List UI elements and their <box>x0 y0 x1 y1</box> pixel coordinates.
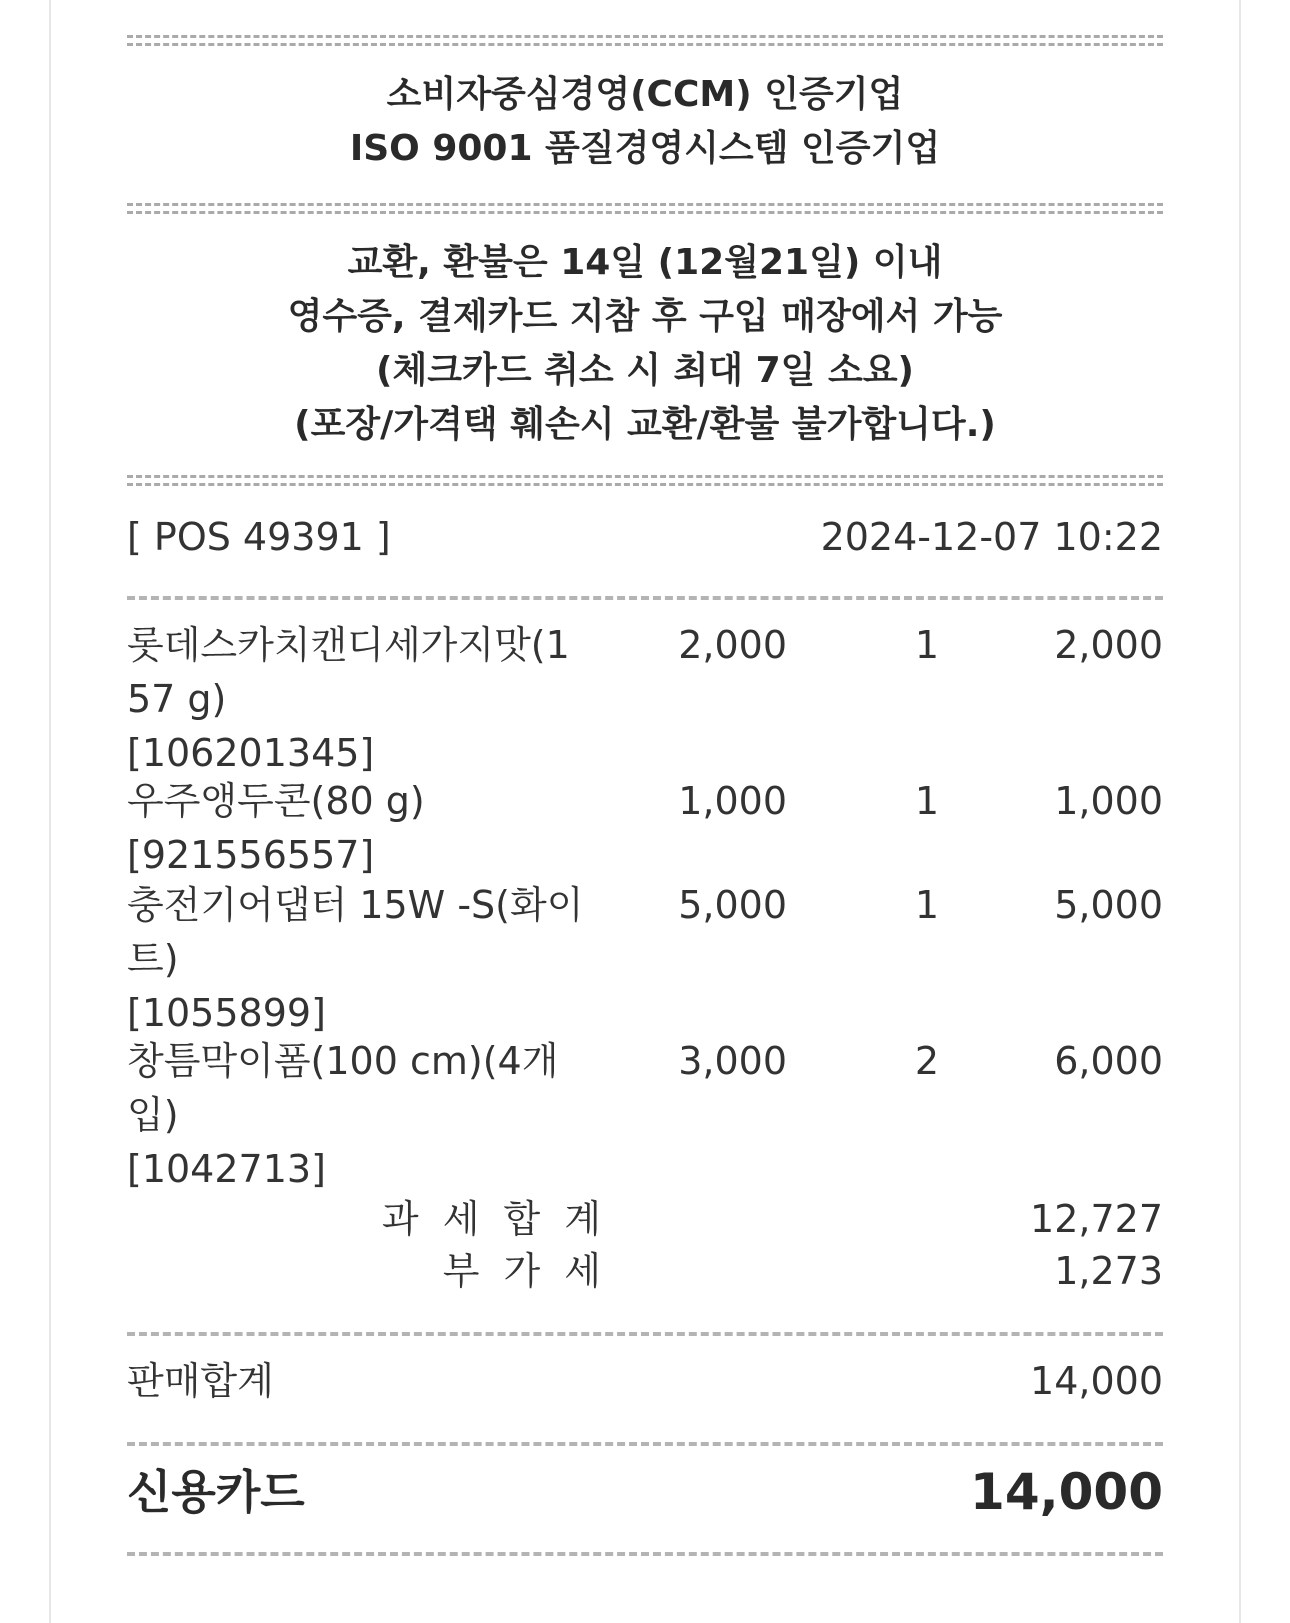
item-amount: 6,000 <box>1054 1039 1163 1083</box>
item-quantity: 1 <box>914 779 940 823</box>
policy-line: (포장/가격택 훼손시 교환/환불 불가합니다.) <box>294 404 996 445</box>
taxable-total-value: 12,727 <box>1030 1197 1163 1241</box>
item-quantity: 1 <box>914 623 940 667</box>
line-item <box>127 878 1163 1040</box>
item-amount: 1,000 <box>1054 779 1163 823</box>
line-item <box>127 1034 1163 1196</box>
item-unit-price: 5,000 <box>678 883 787 927</box>
line-item <box>127 774 1163 882</box>
item-code: [106201345] <box>127 731 375 775</box>
item-unit-price: 3,000 <box>678 1039 787 1083</box>
transaction-datetime: 2024-12-07 10:22 <box>820 515 1163 559</box>
vat-value: 1,273 <box>1054 1249 1163 1293</box>
taxable-total-label: 과 세 합 계 <box>381 1197 607 1241</box>
item-quantity: 1 <box>914 883 940 927</box>
divider-dashed <box>127 596 1163 600</box>
item-name: 우주앵두콘(80 g) <box>127 779 425 823</box>
sales-total-label: 판매합계 <box>127 1359 274 1403</box>
divider-dashed <box>127 1332 1163 1336</box>
line-item <box>127 618 1163 780</box>
item-name: 창틈막이폼(100 cm)(4개입) <box>127 1039 559 1137</box>
transaction-row <box>127 510 1163 564</box>
policy-line: 교환, 환불은 14일 (12월21일) 이내 <box>347 242 943 283</box>
item-code: [1055899] <box>127 991 326 1035</box>
policy-line: 영수증, 결제카드 지참 후 구입 매장에서 가능 <box>287 296 1003 337</box>
item-unit-price: 1,000 <box>678 779 787 823</box>
item-unit-price: 2,000 <box>678 623 787 667</box>
divider-double <box>127 203 1163 214</box>
pos-number: [ POS 49391 ] <box>127 515 391 559</box>
receipt-border-left <box>49 0 51 1623</box>
item-amount: 5,000 <box>1054 883 1163 927</box>
payment-row <box>127 1460 1163 1524</box>
vat-label: 부 가 세 <box>442 1249 607 1293</box>
receipt-border-right <box>1239 0 1241 1623</box>
item-code: [921556557] <box>127 833 375 877</box>
policy-line: (체크카드 취소 시 최대 7일 소요) <box>376 350 914 391</box>
sales-total-value: 14,000 <box>1030 1359 1163 1403</box>
divider-double <box>127 475 1163 486</box>
divider-dashed <box>127 1552 1163 1556</box>
item-amount: 2,000 <box>1054 623 1163 667</box>
item-name: 롯데스카치캔디세가지맛(157 g) <box>127 623 570 721</box>
item-name: 충전기어댑터 15W -S(화이트) <box>127 883 584 981</box>
sales-total-row <box>127 1354 1163 1408</box>
item-quantity: 2 <box>914 1039 940 1083</box>
payment-amount: 14,000 <box>970 1463 1163 1521</box>
payment-method-label: 신용카드 <box>127 1465 305 1519</box>
certification-line: 소비자중심경영(CCM) 인증기업 <box>386 74 904 115</box>
receipt <box>127 0 1163 1623</box>
refund-policy-block <box>127 236 1163 452</box>
divider-dashed <box>127 1442 1163 1446</box>
certification-line: ISO 9001 품질경영시스템 인증기업 <box>349 128 941 169</box>
divider-double <box>127 35 1163 46</box>
item-code: [1042713] <box>127 1147 326 1191</box>
certification-block <box>127 68 1163 176</box>
